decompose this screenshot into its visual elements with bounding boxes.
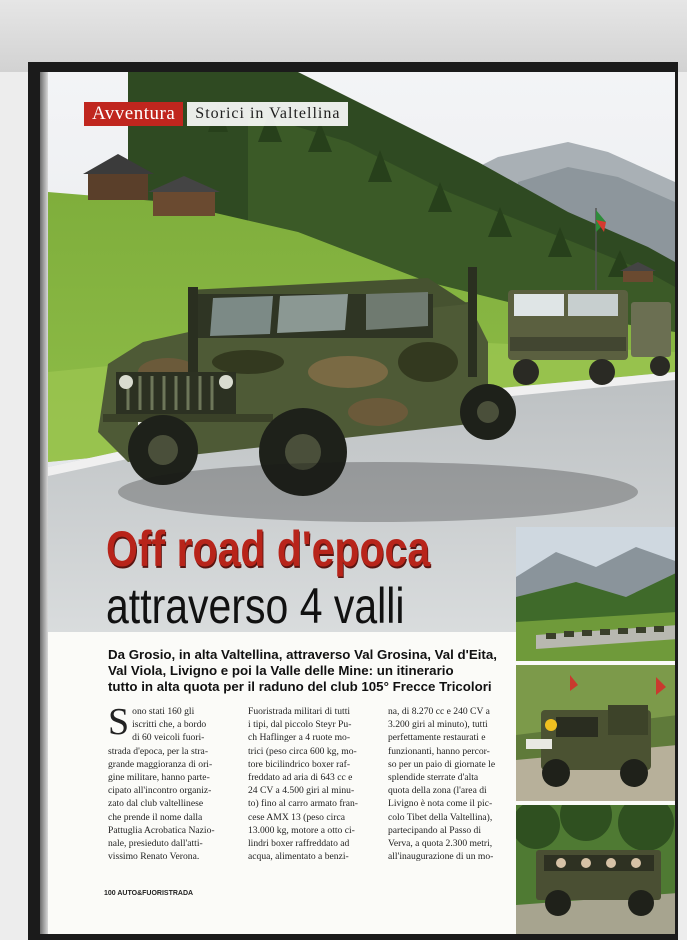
subsection-label: Storici in Valtellina: [187, 102, 348, 126]
body-line: perfettamente restaurati e: [388, 732, 486, 744]
body-line: vissimo Renato Verona.: [108, 851, 200, 863]
body-line: i tipi, dal piccolo Steyr Pu-: [248, 719, 352, 731]
body-line: ono stati 160 gli: [132, 706, 195, 717]
side-photo-truck: [516, 665, 675, 801]
body-line: funzionanti, hanno percor-: [388, 745, 490, 757]
page-spine: [40, 72, 48, 934]
body-line: che prende il nome dalla: [108, 811, 203, 823]
text-column-3: [388, 705, 518, 863]
body-line: strada d'epoca, per la stra-: [108, 745, 209, 757]
body-line: na, di 8.270 cc e 240 CV a: [388, 706, 490, 717]
page-number: 100: [104, 890, 116, 897]
section-label: Avventura: [84, 102, 183, 126]
body-line: ch Haflinger a 4 ruote mo-: [248, 732, 351, 744]
body-line: gine militare, hanno parte-: [108, 772, 210, 784]
body-line: quota della zona (l'area di: [388, 785, 487, 797]
text-column-1: [108, 701, 238, 863]
body-line: cipato all'incontro organiz-: [108, 785, 212, 797]
body-line: Livigno è nota come il pic-: [388, 798, 493, 810]
lead-line: tutto in alta quota per il raduno del club 105° Frecce Tricolori: [108, 679, 492, 694]
body-line: iscritti che, a bordo: [132, 719, 207, 731]
lead-line: Val Viola, Livigno e poi la Valle delle Mine: un itinerario: [108, 663, 454, 678]
woods-illustration: [516, 805, 675, 934]
body-line: tore bicilindrico boxer raf-: [248, 758, 351, 770]
body-line: partecipando al Passo di: [388, 824, 481, 836]
article-body: [108, 701, 518, 863]
lead-paragraph: [108, 647, 518, 695]
body-line: trici (peso circa 600 kg, mo-: [248, 745, 357, 757]
body-line: zato dal club valtellinese: [108, 798, 204, 810]
side-photo-woods: [516, 805, 675, 934]
body-line: Verva, a quota 2.300 metri,: [388, 838, 493, 850]
body-line: 24 CV a 4.500 giri al minu-: [248, 785, 355, 797]
body-line: grande maggioranza di ori-: [108, 758, 213, 770]
headline-line-1: Off road d'epoca: [106, 521, 431, 577]
body-line: nale, presieduto dall'atti-: [108, 838, 203, 850]
body-line: cese AMX 13 (peso circa: [248, 811, 345, 823]
body-line: freddato ad aria di 643 cc e: [248, 772, 353, 784]
body-line: 3.200 giri al minuto), tutti: [388, 719, 488, 731]
truck-illustration: [516, 665, 675, 801]
text-column-2: [248, 705, 378, 863]
body-line: Pattuglia Acrobatica Nazio-: [108, 824, 215, 836]
body-line: lindri boxer raffreddato ad: [248, 838, 350, 850]
body-line: Fuoristrada militari di tutti: [248, 706, 351, 717]
drop-cap: S: [108, 701, 130, 743]
body-line: 13.000 kg, motore a otto ci-: [248, 824, 355, 836]
valley-illustration: [516, 527, 675, 661]
body-line: splendide sterrate d'alta: [388, 772, 479, 784]
body-line: acqua, alimentato a benzi-: [248, 851, 349, 863]
section-tag: [84, 102, 348, 126]
body-line: colo Tibet della Valtellina),: [388, 811, 493, 823]
page-folio: [104, 890, 193, 897]
body-line: all'inaugurazione di un mo-: [388, 851, 494, 863]
body-line: so per un paio di giornate le: [388, 758, 496, 770]
magazine-page: [40, 72, 675, 934]
body-line: to) fino al carro armato fran-: [248, 798, 359, 810]
body-line: di 60 veicoli fuori-: [132, 732, 205, 744]
magazine-name: AUTO&FUORISTRADA: [117, 890, 194, 897]
lead-line: Da Grosio, in alta Valtellina, attraverso Val Grosina, Val d'Eita,: [108, 647, 497, 662]
headline-line-2: attraverso 4 valli: [106, 578, 405, 634]
side-photo-valley: [516, 527, 675, 661]
